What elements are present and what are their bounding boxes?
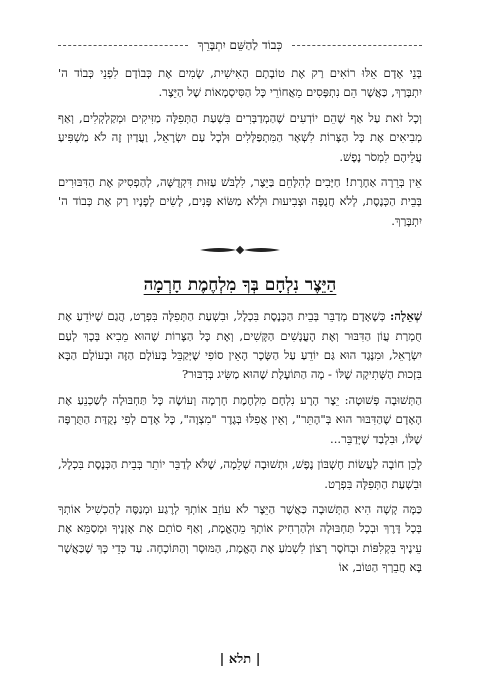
section-divider-ornament (58, 237, 422, 263)
paragraph-lead: הַתְּשׁוּבָה (384, 392, 422, 407)
paragraph: וְכָל זֹאת עַל אַף שֶׁהֵם יוֹדְעִים שֶׁהַמְדַבְּרִים בִּשְׁעַת הַתְּפִלָּה מַזִּיקִים וּמְקַלְקְלִים, וְאַף מְבִיאִים אֶת כָּל הַצָּרוֹת לִשְׁאָר הַמִּתְפַּלְּלִים וּלְכָל עַם יִשְׂרָאֵל, וַעֲדַיִן זֶה לֹא מַשְׁפִּיעַ עֲלֵיהֶם לִמְסֹר נֶפֶשׁ. (58, 110, 422, 164)
paragraph: אֵין בְּרֵרָה אַחֶרֶת! חַיָּבִים לְהִלָּחֵם בַּיֵּצֶר, לִלְבֹּשׁ עַזּוּת דִּקְדֻשָּׁה, לְהַפְסִיק אֶת הַדִּבּוּרִים בְּבֵית הַכְּנֶסֶת, לְלֹא חֲנֻפָּה וּצְבִיעוּת וּלְלֹא מַשּׂוֹא פָּנִים, לָשִׂים לְפָנָיו רַק אֶת כְּבוֹד ה' יִתְבָּרַךְ. (58, 175, 422, 228)
running-header (58, 36, 422, 54)
paragraph: בְּנֵי אָדָם אֵלּוּ רוֹאִים רַק אֶת טוֹבָתָם הָאִישִׁית, שָׂמִים אֶת כְּבוֹדָם לִפְנֵי כְּבוֹד ה' יִתְבָּרַךְ, כַּאֲשֶׁר הֵם נִתְפָּסִים מֵאֲחוֹרֵי כָּל הַסִּיסְמָאוֹת שֶׁל הַיֵּצֶר. (58, 66, 422, 100)
paragraph: לָכֵן חוֹבָה לַעֲשׂוֹת חֶשְׁבּוֹן נֶפֶשׁ, וּתְשׁוּבָה שְׁלֵמָה, שֶׁלֹּא לְדַבֵּר יוֹתֵר בְּבֵית הַכְּנֶסֶת בִּכְלָל, וּבִשְׁעַת הַתְּפִלָּה בִּפְרָט. (58, 457, 422, 491)
paragraph-text: פְּשׁוּטָה: יֵצֶר הָרָע נִלְחָם מִלְחֶמֶת חָרְמָה וְעוֹשֶׂה כָּל תַּחְבּוּלָה לְשַׁכְנֵעַ אֶת הָאָדָם שֶׁהַדִּבּוּר הוּא בְּ"הֶתֵּר", וְאֵין אֲפִלּוּ בְּגֶדֶר "מִצְוָה", כָּל אָדָם לְפִי נְקֻדַּת הַתֻּרְפָּה שֶׁלּוֹ, וּבִלְבַד שֶׁיְּדַבֵּר... (58, 392, 422, 446)
paragraph-answer (58, 391, 422, 449)
section-heading: הַיֵּצֶר נִלְחָם בְּךָ מִלְחֶמֶת חָרְמָה (143, 275, 337, 296)
paragraph-lead: שְׁאֵלָה: (389, 309, 422, 324)
paragraph-text: כְּשֶׁאָדָם מְדַבֵּר בְּבֵית הַכְּנֶסֶת בִּכְלָל, וּבִשְׁעַת הַתְּפִלָּה בִּפְרָט, הֲגַם שֶׁיּוֹדֵעַ אֶת חֻמְרַת עֲוֹן הַדִּבּוּר וְאֶת הָעֳנָשִׁים הַקָּשִׁים, וְאֶת כָּל הַצָּרוֹת שֶׁהוּא מֵבִיא בְּכָךְ לְעַם יִשְׂרָאֵל, וּמִנֶּגֶד הוּא גַּם יוֹדֵעַ עַל הַשָּׂכָר הָאֵין סוֹפִי שֶׁיְּקַבֵּל בָּעוֹלָם הַזֶּה וּבָעוֹלָם הַבָּא בִּזְכוּת הַשְּׁתִיקָה שֶׁלּוֹ - מָה הַתּוֹעֶלֶת שֶׁהוּא מַשִּׂיג בְּדִבּוּר? (58, 309, 422, 382)
header-rule-right (292, 45, 422, 46)
page-number: | תלא | (219, 652, 261, 667)
header-rule-left (58, 45, 188, 46)
ornament-icon (198, 243, 282, 257)
paragraph-question (58, 307, 422, 385)
paragraph: כַּמָּה קָשָׁה הִיא הַתְּשׁוּבָה כַּאֲשֶׁר הַיֵּצֶר לֹא עוֹזֵב אוֹתְךָ לְרֶגַע וּמְנַסֶּה לְהַכְשִׁיל אוֹתְךָ בְּכָל דֶּרֶךְ וּבְכָל תַּחְבּוּלָה וּלְהַרְחִיק אוֹתְךָ מֵהָאֱמֶת, וְאַף סוֹתֵם אֶת אָזְנֶיךָ וּמְסַמֵּא אֶת עֵינֶיךָ בִּקְלִפּוֹת וּבְחֹסֶר רָצוֹן לִשְׁמֹעַ אֶת הָאֱמֶת, הַמּוּסָר וְהַתּוֹכָחָה. עַד כְּדֵי כָּךְ שֶׁכַּאֲשֶׁר בָּא חֲבֵרְךָ הַטּוֹב, אוֹ (58, 501, 422, 575)
running-header-title: כְּבוֹד לַהַשֵּׁם יִתְבָּרֵךְ (197, 37, 283, 52)
page-body (58, 64, 422, 584)
